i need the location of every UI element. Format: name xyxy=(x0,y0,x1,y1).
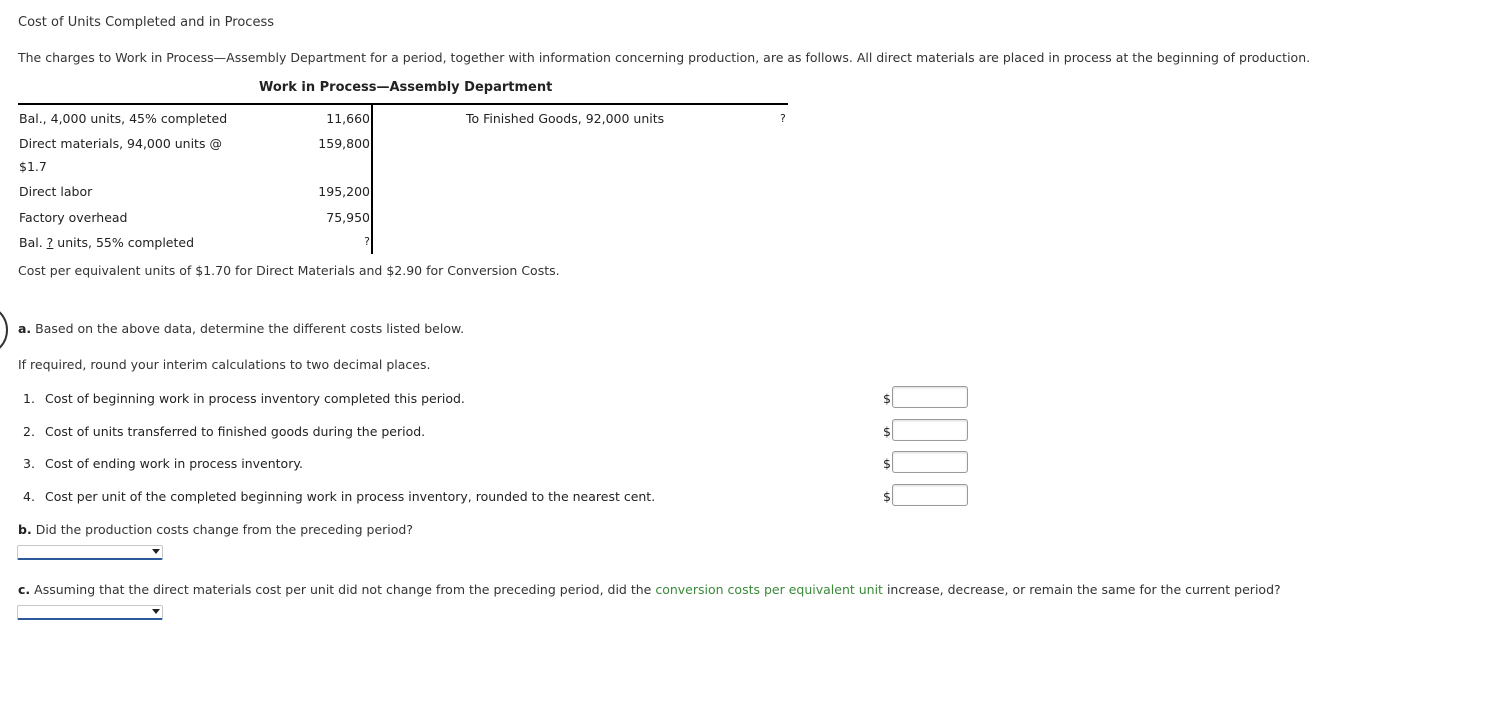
dollar-sign: $ xyxy=(883,424,891,439)
answer-input-3[interactable] xyxy=(892,451,968,473)
dollar-sign: $ xyxy=(883,489,891,504)
chevron-down-icon xyxy=(152,549,160,554)
answer-input-2[interactable] xyxy=(892,419,968,441)
debit-amount-ending-balance: ? xyxy=(364,235,370,248)
item-text: Cost of beginning work in process inventory completed this period. xyxy=(45,391,465,406)
intro-text: The charges to Work in Process—Assembly Department for a period, together with information concerning production, are as follows. All direct materials are placed in process at the beginning of production. xyxy=(18,50,1311,65)
credit-label-finished-goods: To Finished Goods, 92,000 units xyxy=(466,111,665,126)
dollar-sign: $ xyxy=(883,391,891,406)
t-account-title: Work in Process—Assembly Department xyxy=(259,80,553,95)
item-number: 2. xyxy=(23,424,35,439)
debit-label-direct-labor: Direct labor xyxy=(19,184,93,199)
debit-amount-direct-labor: 195,200 xyxy=(318,184,370,199)
glossary-link-conversion-costs[interactable]: conversion costs per equivalent unit xyxy=(655,582,883,597)
t-account-center-line xyxy=(371,104,373,254)
debit-label-ending-balance: Bal. ? units, 55% completed xyxy=(19,235,195,250)
cost-per-equivalent-unit-note: Cost per equivalent units of $1.70 for Direct Materials and $2.90 for Conversion Costs. xyxy=(18,263,560,278)
part-c-dropdown[interactable] xyxy=(17,605,163,620)
debit-label-factory-overhead: Factory overhead xyxy=(19,210,128,225)
item-number: 1. xyxy=(23,391,35,406)
part-b-dropdown[interactable] xyxy=(17,545,163,560)
debit-label-beginning-balance: Bal., 4,000 units, 45% completed xyxy=(19,111,228,126)
item-number: 4. xyxy=(23,489,35,504)
debit-amount-factory-overhead: 75,950 xyxy=(326,210,370,225)
part-a-question: a. Based on the above data, determine the different costs listed below. xyxy=(18,321,465,336)
debit-label-direct-materials: Direct materials, 94,000 units @ xyxy=(19,136,222,151)
item-number: 3. xyxy=(23,456,35,471)
debit-amount-beginning-balance: 11,660 xyxy=(326,111,370,126)
part-b-question: b. Did the production costs change from the preceding period? xyxy=(18,522,413,537)
credit-amount-finished-goods: ? xyxy=(780,112,786,125)
unknown-units-link[interactable]: ? xyxy=(46,235,54,250)
item-text: Cost of ending work in process inventory. xyxy=(45,456,303,471)
item-text: Cost per unit of the completed beginning work in process inventory, rounded to the nearest cent. xyxy=(45,489,656,504)
page-title: Cost of Units Completed and in Process xyxy=(18,15,274,30)
t-account-top-line xyxy=(18,103,788,105)
rounding-instruction: If required, round your interim calculations to two decimal places. xyxy=(18,357,431,372)
item-text: Cost of units transferred to finished goods during the period. xyxy=(45,424,426,439)
dollar-sign: $ xyxy=(883,456,891,471)
chevron-down-icon xyxy=(152,609,160,614)
debit-label-direct-materials-rate: $1.7 xyxy=(19,159,47,174)
answer-input-1[interactable] xyxy=(892,386,968,408)
answer-input-4[interactable] xyxy=(892,484,968,506)
debit-amount-direct-materials: 159,800 xyxy=(318,136,370,151)
navigation-circle-icon xyxy=(0,304,8,356)
part-c-question: c. Assuming that the direct materials cost per unit did not change from the preceding period, did the conversion costs per equivalent unit increase, decrease, or remain the same for the current period? xyxy=(18,582,1281,597)
